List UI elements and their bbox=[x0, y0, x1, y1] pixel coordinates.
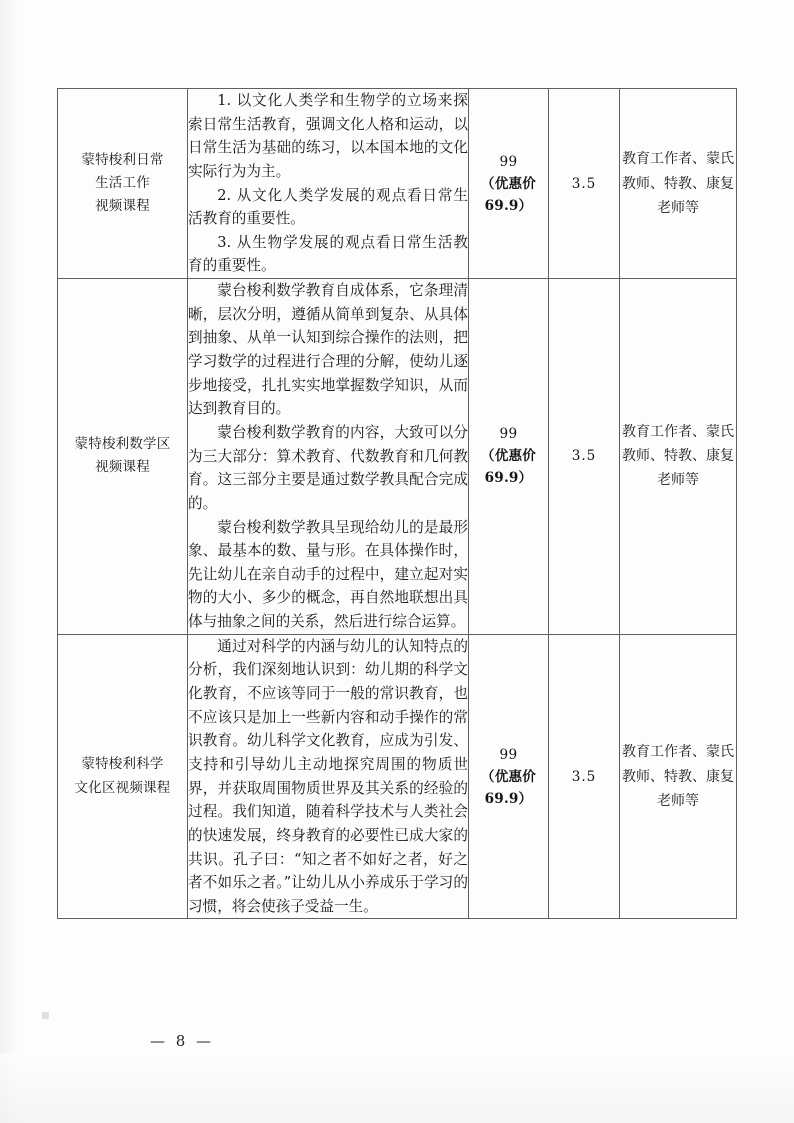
course-description-cell bbox=[188, 634, 469, 919]
course-name-line: 蒙特梭利科学 bbox=[81, 756, 164, 773]
course-price-cell bbox=[469, 89, 549, 279]
course-name-line: 视频课程 bbox=[95, 198, 150, 215]
course-name-cell bbox=[58, 634, 188, 919]
description-paragraph: 蒙台梭利数学教育的内容，大致可以分为三大部分：算术教育、代数教育和几何教育。这三部分主要是通过数学教具配合完成的。 bbox=[188, 423, 468, 512]
price-value: 99 bbox=[499, 153, 518, 170]
price-promo-value: 69.9） bbox=[484, 790, 533, 807]
price-promo-label: （优惠价 bbox=[480, 448, 537, 465]
scan-artifact-speck bbox=[42, 1012, 49, 1019]
price-promo-label: （优惠价 bbox=[480, 175, 537, 192]
course-description-cell bbox=[188, 89, 469, 279]
description-paragraph: 蒙台梭利数学教具呈现给幼儿的是最形象、最基本的数、量与形。在具体操作时，先让幼儿在亲自动手的过程中，建立起对实物的大小、多少的概念，再自然地联想出具体与抽象之间的关系，然后进行综合运算。 bbox=[188, 518, 468, 631]
price-promo-value: 69.9） bbox=[484, 470, 533, 487]
scan-edge-shadow-bottom bbox=[0, 1053, 794, 1123]
course-price-cell bbox=[469, 279, 549, 635]
description-paragraph: 2. 从文化人类学发展的观点看日常生活教育的重要性。 bbox=[188, 186, 468, 228]
description-paragraph: 蒙台梭利数学教育自成体系，它条理清晰，层次分明，遵循从简单到复杂、从具体到抽象、从单一认知到综合操作的法则，把学习数学的过程进行合理的分解，使幼儿逐步地接受，扎扎实实地掌握数学知识，从而达到教育目的。 bbox=[188, 282, 468, 418]
page-number: — 8 — bbox=[149, 1032, 215, 1050]
course-name-line: 生活工作 bbox=[95, 174, 150, 191]
course-name-line: 蒙特梭利日常 bbox=[81, 151, 164, 168]
course-duration-cell: 3.5 bbox=[549, 279, 620, 635]
course-description-cell bbox=[188, 279, 469, 635]
course-name-cell bbox=[58, 89, 188, 279]
course-table bbox=[57, 88, 737, 919]
price-promo-value: 69.9） bbox=[484, 197, 533, 214]
description-paragraph: 3. 从生物学发展的观点看日常生活教育的重要性。 bbox=[188, 233, 468, 275]
course-duration-cell: 3.5 bbox=[549, 89, 620, 279]
table-row bbox=[58, 89, 737, 279]
course-audience-cell: 教育工作者、蒙氏教师、特教、康复老师等 bbox=[620, 279, 737, 635]
course-name-line: 蒙特梭利数学区 bbox=[74, 436, 171, 453]
description-paragraph: 1. 以文化人类学和生物学的立场来探索日常生活教育，强调文化人格和运动，以日常生活为基础的练习，以本国本地的文化实际行为为主。 bbox=[188, 92, 468, 180]
price-value: 99 bbox=[499, 426, 518, 443]
course-name-line: 视频课程 bbox=[95, 459, 150, 476]
course-audience-cell: 教育工作者、蒙氏教师、特教、康复老师等 bbox=[620, 634, 737, 919]
price-value: 99 bbox=[499, 746, 518, 763]
course-price-cell bbox=[469, 634, 549, 919]
course-name-cell bbox=[58, 279, 188, 635]
course-audience-cell: 教育工作者、蒙氏教师、特教、康复老师等 bbox=[620, 89, 737, 279]
table-row bbox=[58, 634, 737, 919]
description-paragraph: 通过对科学的内涵与幼儿的认知特点的分析，我们深刻地认识到：幼儿期的科学文化教育，不应该等同于一般的常识教育，也不应该只是加上一些新内容和动手操作的常识教育。幼儿科学文化教育，应成为引发、支持和引导幼儿主动地探究周围的物质世界，并获取周围物质世界及其关系的经验的过程。我们知道，随着科学技术与人类社会的快速发展，终身教育的必要性已成大家的共识。孔子曰：“知之者不如好之者，好之者不如乐之者。”让幼儿从小养成乐于学习的习惯，将会使孩子受益一生。 bbox=[188, 637, 468, 915]
course-duration-cell: 3.5 bbox=[549, 634, 620, 919]
course-name-line: 文化区视频课程 bbox=[74, 779, 171, 796]
price-promo-label: （优惠价 bbox=[480, 768, 537, 785]
table-row bbox=[58, 279, 737, 635]
scan-edge-shadow-left bbox=[0, 0, 26, 1123]
